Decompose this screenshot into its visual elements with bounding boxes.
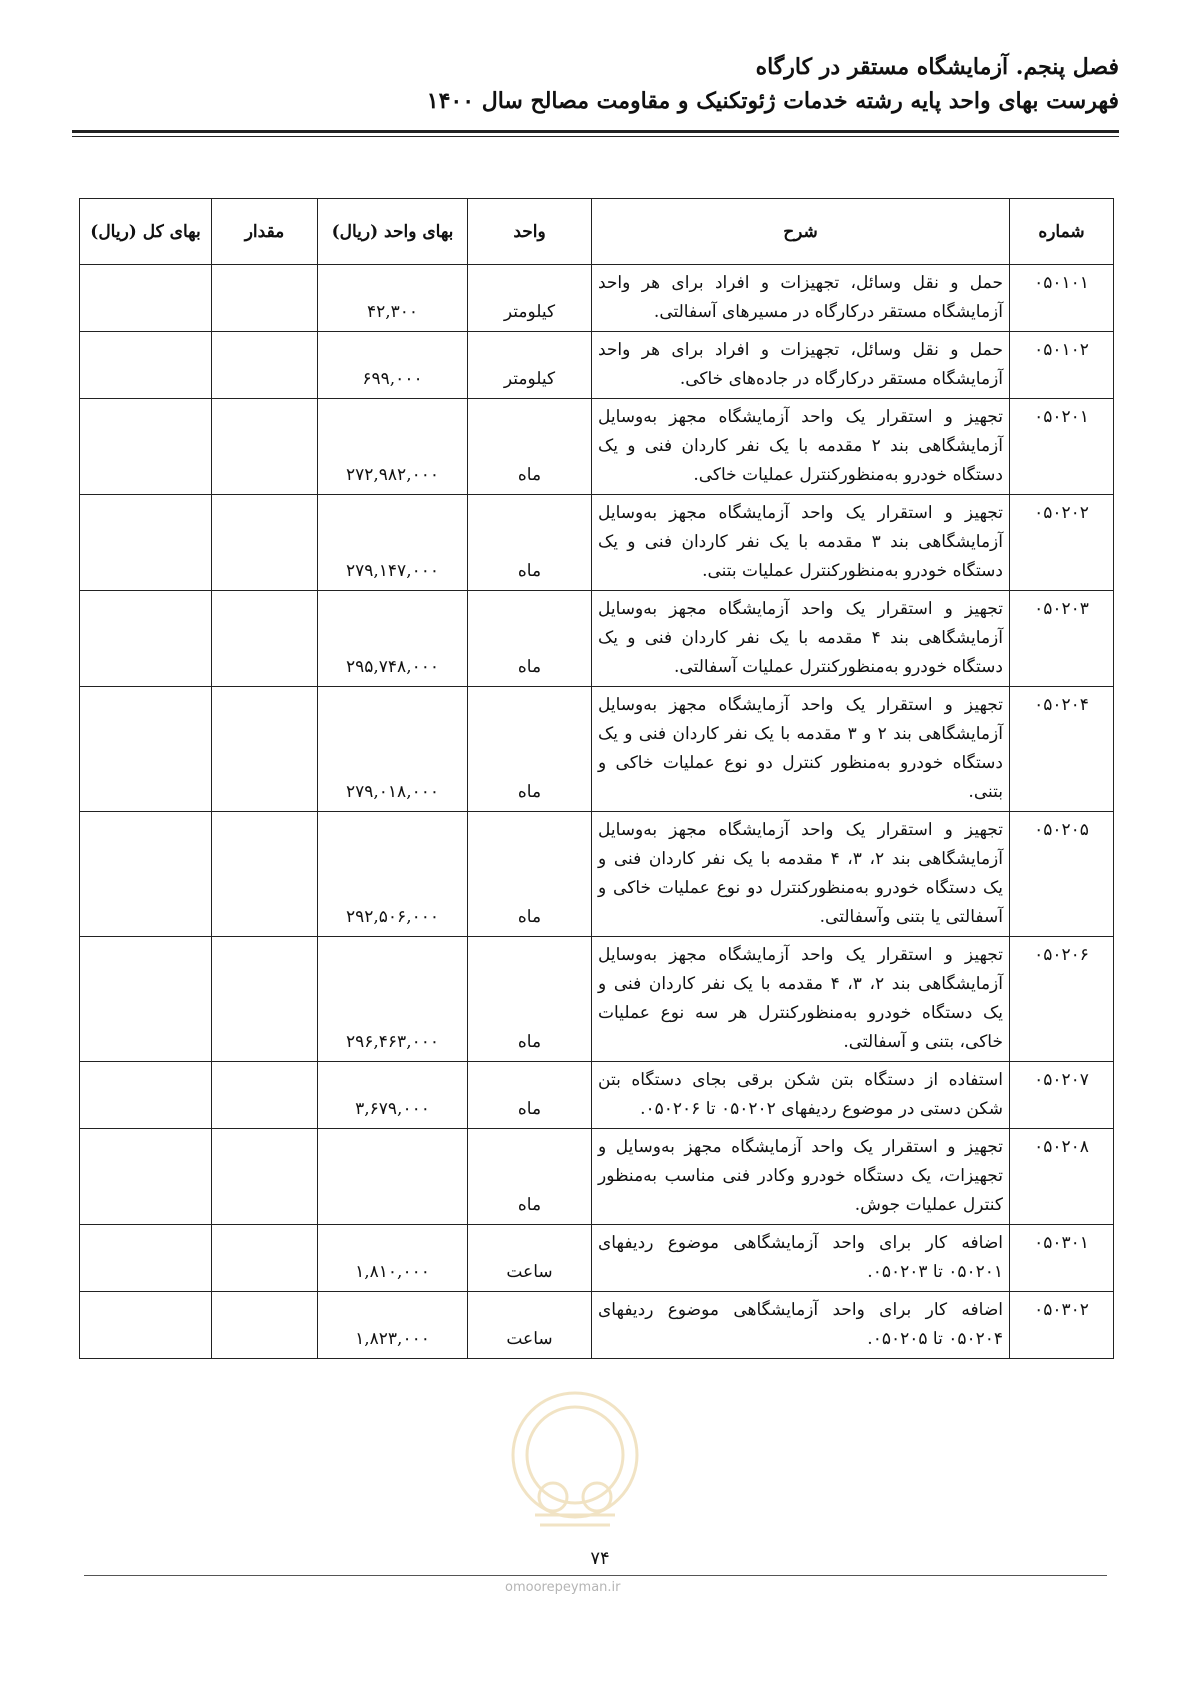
row-description: تجهیز و استقرار یک واحد آزمایشگاه مجهز به‌وسایل آزمایشگاهی بند ۲ و ۳ مقدمه با یک نفر کاردان فنی و یک دستگاه خودرو به‌منظور کنترل دو نوع عملیات خاکی و بتنی. xyxy=(592,687,1010,812)
row-quantity xyxy=(212,495,318,591)
row-description: اضافه کار برای واحد آزمایشگاهی موضوع ردیفهای ۰۵۰۲۰۱ تا ۰۵۰۲۰۳. xyxy=(592,1225,1010,1292)
row-quantity xyxy=(212,812,318,937)
table-row xyxy=(80,265,1114,332)
row-number: ۰۵۰۲۰۲ xyxy=(1010,495,1114,591)
row-quantity xyxy=(212,687,318,812)
column-header-unit: واحد xyxy=(468,199,592,265)
header-divider-thin xyxy=(72,136,1119,137)
row-unit: ماه xyxy=(468,687,592,812)
page-header xyxy=(72,52,1119,118)
table-row xyxy=(80,591,1114,687)
row-unit-price: ۲۷۹,۰۱۸,۰۰۰ xyxy=(318,687,468,812)
table-header-row xyxy=(80,199,1114,265)
row-unit: ماه xyxy=(468,937,592,1062)
row-number: ۰۵۰۱۰۲ xyxy=(1010,332,1114,399)
row-total-price xyxy=(80,495,212,591)
row-unit: ساعت xyxy=(468,1225,592,1292)
row-number: ۰۵۰۲۰۸ xyxy=(1010,1129,1114,1225)
document-subtitle: فهرست بهای واحد پایه رشته خدمات ژئوتکنیک و مقاومت مصالح سال ۱۴۰۰ xyxy=(426,88,1119,114)
header-divider-thick xyxy=(72,130,1119,133)
table-row xyxy=(80,1062,1114,1129)
row-description: تجهیز و استقرار یک واحد آزمایشگاه مجهز به‌وسایل آزمایشگاهی بند ۲، ۳، ۴ مقدمه با یک نفر کاردان فنی و یک دستگاه خودرو به‌منظورکنترل هر سه نوع عملیات خاکی، بتنی و آسفالتی. xyxy=(592,937,1010,1062)
row-number: ۰۵۰۳۰۱ xyxy=(1010,1225,1114,1292)
row-total-price xyxy=(80,265,212,332)
row-unit-price: ۲۷۲,۹۸۲,۰۰۰ xyxy=(318,399,468,495)
column-header-number: شماره xyxy=(1010,199,1114,265)
row-total-price xyxy=(80,1062,212,1129)
row-unit-price: ۲۷۹,۱۴۷,۰۰۰ xyxy=(318,495,468,591)
row-quantity xyxy=(212,265,318,332)
row-number: ۰۵۰۲۰۳ xyxy=(1010,591,1114,687)
row-description: تجهیز و استقرار یک واحد آزمایشگاه مجهز به‌وسایل آزمایشگاهی بند ۲ مقدمه با یک نفر کاردان فنی و یک دستگاه خودرو به‌منظورکنترل عملیات خاکی. xyxy=(592,399,1010,495)
row-total-price xyxy=(80,399,212,495)
row-unit: کیلومتر xyxy=(468,265,592,332)
row-unit-price: ۲۹۶,۴۶۳,۰۰۰ xyxy=(318,937,468,1062)
row-unit-price xyxy=(318,1129,468,1225)
table-row xyxy=(80,1129,1114,1225)
row-unit-price: ۶۹۹,۰۰۰ xyxy=(318,332,468,399)
row-unit: ماه xyxy=(468,812,592,937)
row-total-price xyxy=(80,332,212,399)
row-description: استفاده از دستگاه بتن شکن برقی بجای دستگاه بتن شکن دستی در موضوع ردیفهای ۰۵۰۲۰۲ تا ۰۵۰۲۰۶. xyxy=(592,1062,1010,1129)
row-quantity xyxy=(212,332,318,399)
website-watermark: omoorepeyman.ir xyxy=(505,1580,621,1595)
row-number: ۰۵۰۲۰۱ xyxy=(1010,399,1114,495)
row-total-price xyxy=(80,1129,212,1225)
row-number: ۰۵۰۲۰۵ xyxy=(1010,812,1114,937)
row-unit: ماه xyxy=(468,1129,592,1225)
column-header-description: شرح xyxy=(592,199,1010,265)
row-description: تجهیز و استقرار یک واحد آزمایشگاه مجهز به‌وسایل و تجهیزات، یک دستگاه خودرو وکادر فنی مناسب به‌منظور کنترل عملیات جوش. xyxy=(592,1129,1010,1225)
row-total-price xyxy=(80,937,212,1062)
row-quantity xyxy=(212,937,318,1062)
table-row xyxy=(80,1292,1114,1359)
table-row xyxy=(80,399,1114,495)
table-row xyxy=(80,332,1114,399)
row-description: حمل و نقل وسائل، تجهیزات و افراد برای هر واحد آزمایشگاه مستقر درکارگاه در جاده‌های خاکی. xyxy=(592,332,1010,399)
row-unit: ساعت xyxy=(468,1292,592,1359)
row-quantity xyxy=(212,1062,318,1129)
table-row xyxy=(80,495,1114,591)
footer-divider xyxy=(84,1575,1107,1576)
row-unit: ماه xyxy=(468,1062,592,1129)
row-unit-price: ۲۹۲,۵۰۶,۰۰۰ xyxy=(318,812,468,937)
row-quantity xyxy=(212,1129,318,1225)
row-unit-price: ۱,۸۲۳,۰۰۰ xyxy=(318,1292,468,1359)
row-total-price xyxy=(80,591,212,687)
row-quantity xyxy=(212,1225,318,1292)
row-description: اضافه کار برای واحد آزمایشگاهی موضوع ردیفهای ۰۵۰۲۰۴ تا ۰۵۰۲۰۵. xyxy=(592,1292,1010,1359)
row-total-price xyxy=(80,1225,212,1292)
row-unit-price: ۳,۶۷۹,۰۰۰ xyxy=(318,1062,468,1129)
row-unit: کیلومتر xyxy=(468,332,592,399)
row-unit: ماه xyxy=(468,495,592,591)
table-row xyxy=(80,812,1114,937)
row-total-price xyxy=(80,1292,212,1359)
row-unit-price: ۲۹۵,۷۴۸,۰۰۰ xyxy=(318,591,468,687)
row-number: ۰۵۰۲۰۷ xyxy=(1010,1062,1114,1129)
price-list-table xyxy=(79,198,1114,1359)
row-number: ۰۵۰۱۰۱ xyxy=(1010,265,1114,332)
watermark-seal-icon xyxy=(505,1385,645,1535)
row-description: حمل و نقل وسائل، تجهیزات و افراد برای هر واحد آزمایشگاه مستقر درکارگاه در مسیرهای آسفالتی. xyxy=(592,265,1010,332)
row-description: تجهیز و استقرار یک واحد آزمایشگاه مجهز به‌وسایل آزمایشگاهی بند ۳ مقدمه با یک نفر کاردان فنی و یک دستگاه خودرو به‌منظورکنترل عملیات بتنی. xyxy=(592,495,1010,591)
row-total-price xyxy=(80,812,212,937)
page-number: ۷۴ xyxy=(590,1548,610,1569)
column-header-total-price: بهای کل (ریال) xyxy=(80,199,212,265)
row-quantity xyxy=(212,399,318,495)
chapter-title: فصل پنجم. آزمایشگاه مستقر در کارگاه xyxy=(755,54,1119,80)
row-unit-price: ۴۲,۳۰۰ xyxy=(318,265,468,332)
row-unit-price: ۱,۸۱۰,۰۰۰ xyxy=(318,1225,468,1292)
column-header-unit-price: بهای واحد (ریال) xyxy=(318,199,468,265)
row-unit: ماه xyxy=(468,399,592,495)
row-quantity xyxy=(212,1292,318,1359)
row-description: تجهیز و استقرار یک واحد آزمایشگاه مجهز به‌وسایل آزمایشگاهی بند ۲، ۳، ۴ مقدمه با یک نفر کاردان فنی و یک دستگاه خودرو به‌منظورکنترل دو نوع عملیات خاکی و آسفالتی یا بتنی وآسفالتی. xyxy=(592,812,1010,937)
row-number: ۰۵۰۲۰۶ xyxy=(1010,937,1114,1062)
table-row xyxy=(80,687,1114,812)
row-number: ۰۵۰۲۰۴ xyxy=(1010,687,1114,812)
row-unit: ماه xyxy=(468,591,592,687)
table-row xyxy=(80,1225,1114,1292)
row-quantity xyxy=(212,591,318,687)
column-header-quantity: مقدار xyxy=(212,199,318,265)
row-number: ۰۵۰۳۰۲ xyxy=(1010,1292,1114,1359)
row-description: تجهیز و استقرار یک واحد آزمایشگاه مجهز به‌وسایل آزمایشگاهی بند ۴ مقدمه با یک نفر کاردان فنی و یک دستگاه خودرو به‌منظورکنترل عملیات آسفالتی. xyxy=(592,591,1010,687)
table-row xyxy=(80,937,1114,1062)
row-total-price xyxy=(80,687,212,812)
